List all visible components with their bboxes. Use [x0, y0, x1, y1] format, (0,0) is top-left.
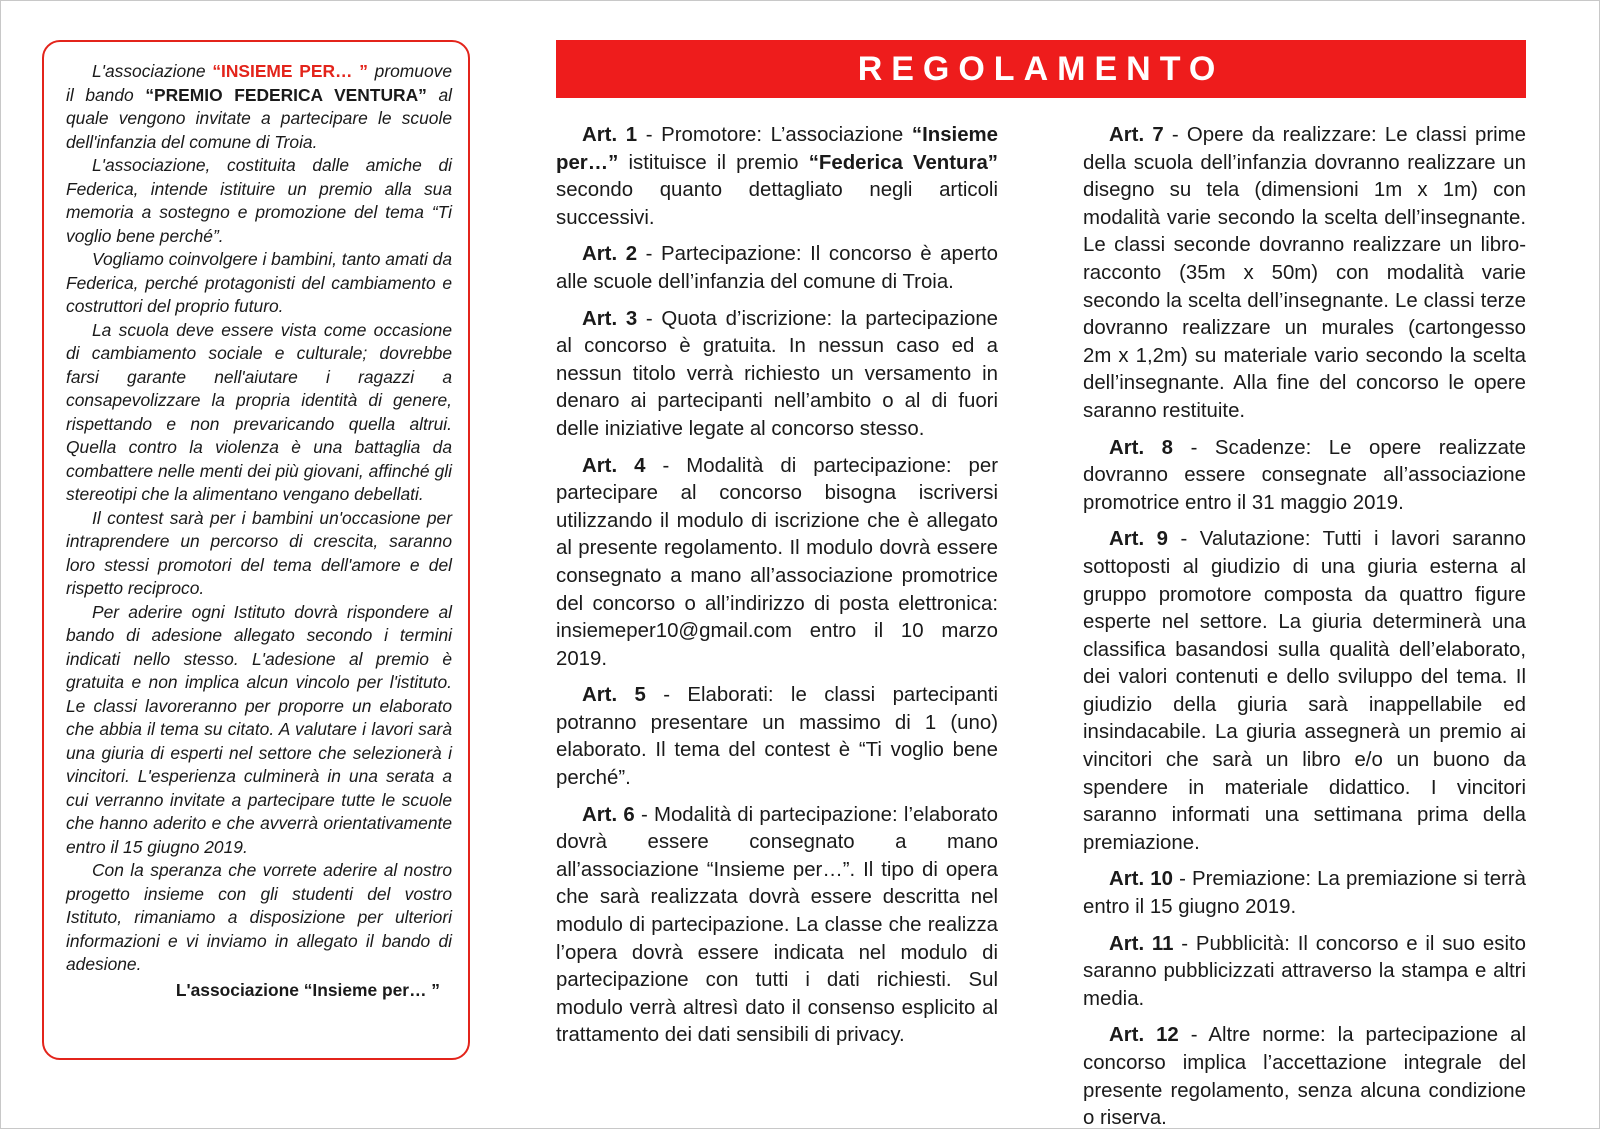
article-7: [1083, 122, 1526, 426]
intro-paragraph-7: Con la speranza che vorrete aderire al nostro progetto insieme con gli studenti del vostro Istituto, rimaniamo a disposizione per ulteriori informazioni e vi inviamo in allegato il bando di adesione.: [66, 860, 452, 974]
article-2: [556, 241, 998, 296]
article-text: - Premiazione: La premiazione si terrà entro il 15 giugno 2019.: [1083, 868, 1527, 919]
article-label: Art. 2: [582, 243, 638, 266]
intro-paragraph-4: La scuola deve essere vista come occasione di cambiamento sociale e culturale; dovrebbe farsi garante nell'aiutare i ragazzi a consapevolizzare la propria identità di genere, rispettando e non prevaricando quella altrui. Quella contro la violenza è una battaglia da combattere nelle menti dei più giovani, affinché gli stereotipi che la alimentano vengano debellati.: [66, 319, 452, 504]
article-text: - Modalità di partecipazione: l’elaborato dovrà essere consegnato a mano all’associazione “Insieme per…”. Il tipo di opera che sarà realizzata dovrà essere descritta nel modulo di partecipazione. La classe che realizza l’opera dovrà essere indicata nel modulo di partecipazione con tutti i dati richiesti. Sul modulo verrà altresì dato il consenso esplicito al trattamento dei dati sensibili di privacy.: [556, 803, 998, 1047]
article-bold-text: “Insieme per…”: [556, 124, 999, 174]
intro-paragraph-3: Vogliamo coinvolgere i bambini, tanto amati da Federica, perché protagonisti del cambiamento e costruttori del proprio futuro.: [66, 249, 452, 316]
article-6: [556, 802, 998, 1050]
article-label: Art. 10: [1109, 868, 1173, 891]
article-text: - Valutazione: Tutti i lavori saranno sottoposti al giudizio di una giuria esterna al gruppo promotore composta da quattro figure esperte nel settore. La giuria determinerà una classifica basandosi sulla qualità dell’elaborato, dei valori contenuti e dello sviluppo del tema. Il giudizio della giuria sarà inappellabile ed insindacabile. La giuria assegnerà un premio ai vincitori che sarà un libro e/o un buono da spendere in materiale didattico. I vincitori saranno informati una settimana prima della premiazione.: [1083, 528, 1526, 854]
article-text: - Partecipazione: Il concorso è aperto alle scuole dell’infanzia del comune di Troia.: [556, 243, 998, 293]
intro-paragraph-1: [66, 60, 452, 154]
intro-text: promuove il bando: [66, 61, 452, 105]
intro-text: al quale vengono invitate a partecipare le scuole dell'infanzia del comune di Troia.: [66, 84, 452, 152]
article-text: - Quota d’iscrizione: la partecipazione al concorso è gratuita. In nessun caso ed a nessun titolo verrà richiesto un versamento in denaro ai partecipanti nell’ambito o al di fuori delle iniziative legate al concorso stesso.: [556, 307, 998, 440]
article-bold-text: “Federica Ventura”: [808, 151, 998, 174]
intro-paragraph-2: L'associazione, costituita dalle amiche di Federica, intende istituire un premio alla sua memoria a sostegno e promozione del tema “Ti voglio bene perché”.: [66, 155, 452, 246]
article-label: Art. 5: [582, 684, 646, 707]
articles-column-1: [556, 122, 998, 1059]
article-11: [1083, 931, 1526, 1014]
article-10: [1083, 866, 1526, 921]
article-text: - Scadenze: Le opere realizzate dovranno essere consegnate all’associazione promotrice entro il 31 maggio 2019.: [1083, 436, 1527, 514]
article-label: Art. 4: [582, 454, 646, 477]
article-text: - Altre norme: la partecipazione al concorso implica l’accettazione integrale del presente regolamento, senza alcuna condizione o riserva.: [1083, 1024, 1526, 1130]
article-label: Art. 1: [582, 124, 638, 146]
article-label: Art. 8: [1109, 436, 1174, 459]
article-label: Art. 6: [582, 803, 635, 826]
article-text: - Opere da realizzare: Le classi prime della scuola dell’infanzia dovranno realizzare un disegno su tela (dimensioni 1m x 1m) con modalità varie secondo la scelta dell’insegnante. Le classi seconde dovranno realizzare un libro-racconto (35m x 50m) con modalità varie secondo la scelta dell’insegnante. Le classi terze dovranno realizzare un murales (cartongesso 2m x 1,2m) su materiale vario secondo la scelta dell’insegnante. Alla fine del concorso le opere saranno restituite.: [1083, 124, 1526, 422]
article-1: [556, 122, 998, 232]
association-name: “INSIEME PER… ”: [212, 61, 368, 81]
intro-text: L'associazione: [92, 61, 213, 81]
article-label: Art. 11: [1109, 932, 1174, 955]
prize-name: “PREMIO FEDERICA VENTURA”: [145, 84, 427, 105]
article-5: [556, 682, 998, 792]
article-9: [1083, 526, 1526, 857]
article-label: Art. 3: [582, 307, 638, 330]
article-text: - Promotore: L’associazione: [637, 124, 912, 146]
intro-paragraph-6: Per aderire ogni Istituto dovrà rispondere al bando di adesione allegato secondo i termini indicati nello stesso. L'adesione al premio è gratuita e non implica alcun vincolo per l'istituto. Le classi lavoreranno per proporre un elaborato che abbia il tema su citato. A valutare i lavori sarà una giuria di esperti nel settore che selezionerà i vincitori. L'esperienza culminerà in una serata a cui verranno invitate a partecipare tutte le scuole che hanno aderito e che avverrà orientativamente entro il 15 giugno 2019.: [66, 601, 452, 857]
article-label: Art. 7: [1109, 124, 1164, 146]
article-text: - Modalità di partecipazione: per partecipare al concorso bisogna iscriversi utilizzando il modulo di iscrizione che è allegato al presente regolamento. Il modulo dovrà essere consegnato a mano all’associazione promotrice del concorso o all’indirizzo di posta elettronica: insiemeper10@gmail.com entro il 10 marzo 2019.: [556, 454, 998, 670]
intro-box: [42, 40, 470, 1060]
articles-column-2: [1083, 122, 1526, 1142]
article-text: - Pubblicità: Il concorso e il suo esito saranno pubblicizzati attraverso la stampa e altri media.: [1083, 932, 1526, 1010]
banner-title: REGOLAMENTO: [857, 49, 1225, 88]
signature: L'associazione “Insieme per… ”: [175, 979, 440, 1000]
article-3: [556, 306, 998, 444]
article-12: [1083, 1022, 1526, 1132]
intro-paragraph-5: Il contest sarà per i bambini un'occasione per intraprendere un percorso di crescita, saranno loro stessi promotori del tema dell'amore e del rispetto reciproco.: [66, 507, 452, 598]
article-text: - Elaborati: le classi partecipanti potranno presentare un massimo di 1 (uno) elaborato. Il tema del contest è “Ti voglio bene perché”.: [556, 684, 998, 790]
regolamento-banner: [556, 40, 1526, 98]
article-text: istituisce il premio: [618, 151, 809, 174]
article-label: Art. 9: [1109, 528, 1168, 551]
article-8: [1083, 435, 1526, 518]
article-4: [556, 453, 998, 674]
article-label: Art. 12: [1109, 1024, 1179, 1047]
article-text: secondo quanto dettagliato negli articoli successivi.: [556, 179, 998, 229]
